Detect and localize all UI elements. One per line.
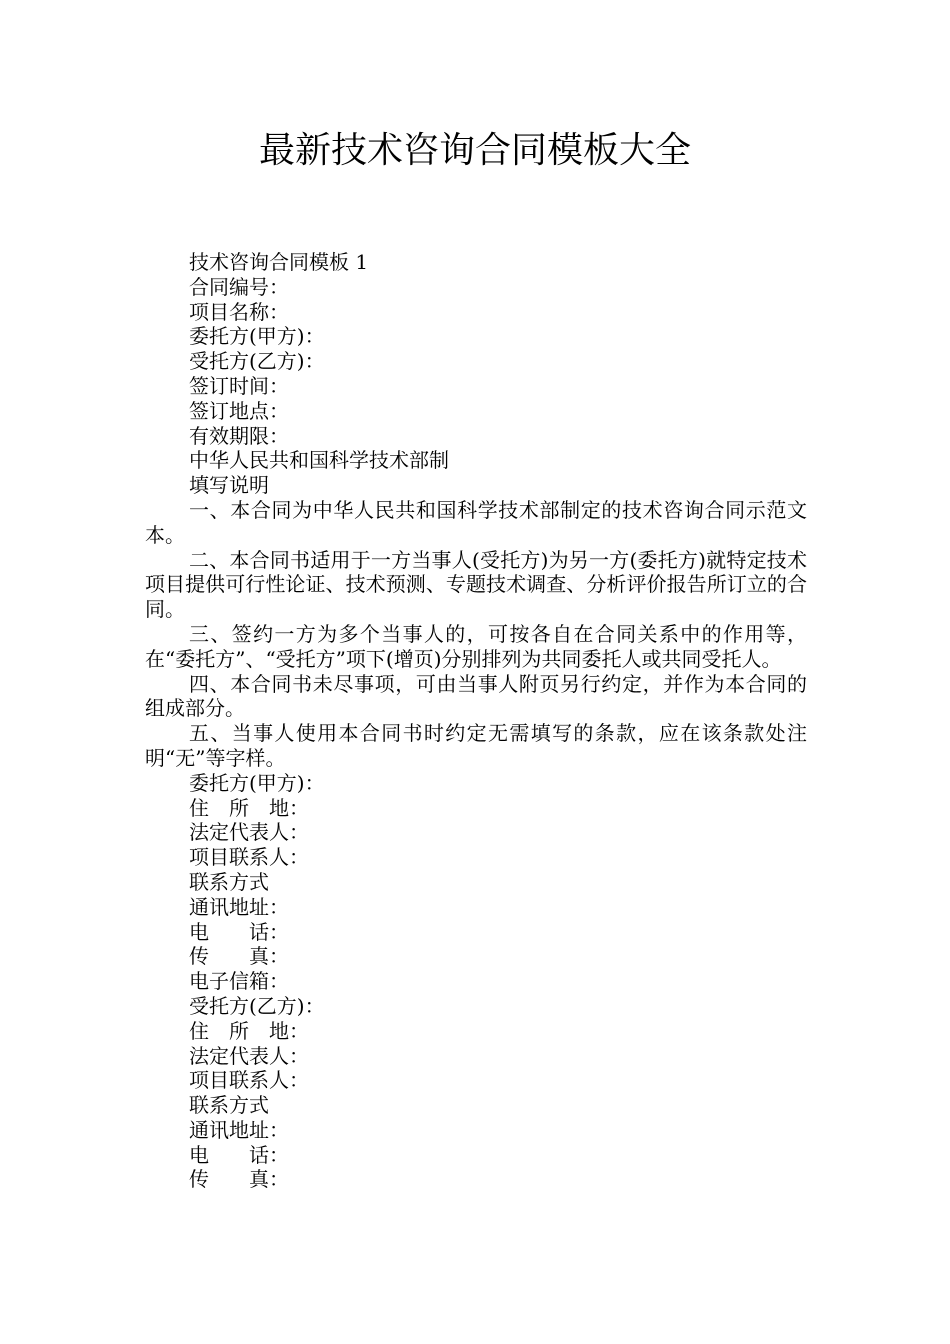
party-a-section	[145, 771, 807, 994]
party-b-section	[145, 994, 807, 1192]
contractor-party-b-field: 受托方(乙方)：	[189, 349, 325, 374]
party-b-address-field: 住 所 地：	[189, 1018, 309, 1043]
instruction-paragraph: 一、本合同为中华人民共和国科学技术部制定的技术咨询合同示范文本。	[145, 497, 807, 547]
instruction-paragraph: 二、本合同书适用于一方当事人(受托方)为另一方(委托方)就特定技术项目提供可行性论证、技术预测、专题技术调查、分析评价报告所订立的合同。	[145, 547, 807, 622]
contract-template-heading: 技术咨询合同模板 1	[189, 250, 369, 274]
party-a-phone-field: 电 话：	[189, 919, 289, 944]
client-party-a-field: 委托方(甲方)：	[189, 324, 325, 349]
signing-time-field: 签订时间：	[189, 373, 289, 398]
party-a-fax-field: 传 真：	[189, 944, 289, 969]
header-section	[145, 250, 807, 498]
project-name-field: 项目名称：	[189, 299, 289, 324]
contract-number-field: 合同编号：	[189, 274, 289, 299]
party-a-email-field: 电子信箱：	[189, 969, 289, 994]
document-body	[145, 250, 807, 1192]
signing-place-field: 签订地点：	[189, 398, 289, 423]
party-b-contact-person-field: 项目联系人：	[189, 1068, 309, 1093]
party-b-contact-method-label: 联系方式	[189, 1093, 269, 1118]
instruction-paragraph: 四、本合同书未尽事项，可由当事人附页另行约定，并作为本合同的组成部分。	[145, 671, 807, 721]
issuer-line: 中华人民共和国科学技术部制	[189, 448, 449, 473]
instructions-section	[145, 498, 807, 771]
party-a-mailing-address-field: 通讯地址：	[189, 894, 289, 919]
party-b-mailing-address-field: 通讯地址：	[189, 1117, 289, 1142]
instruction-paragraph: 五、当事人使用本合同书时约定无需填写的条款，应在该条款处注明“无”等字样。	[145, 721, 807, 770]
party-b-fax-field: 传 真：	[189, 1167, 289, 1192]
party-b-phone-field: 电 话：	[189, 1142, 289, 1167]
document-title: 最新技术咨询合同模板大全	[258, 130, 691, 171]
validity-period-field: 有效期限：	[189, 423, 289, 448]
party-a-contact-person-field: 项目联系人：	[189, 845, 309, 870]
party-b-heading: 受托方(乙方)：	[189, 993, 325, 1018]
instruction-paragraph: 三、签约一方为多个当事人的，可按各自在合同关系中的作用等，在“委托方”、“受托方”项下(增页)分别排列为共同委托人或共同受托人。	[145, 621, 807, 671]
party-b-legal-rep-field: 法定代表人：	[189, 1043, 309, 1068]
party-a-contact-method-label: 联系方式	[189, 869, 269, 894]
party-a-legal-rep-field: 法定代表人：	[189, 820, 309, 845]
instructions-heading: 填写说明	[189, 473, 269, 498]
party-a-address-field: 住 所 地：	[189, 795, 309, 820]
party-a-heading: 委托方(甲方)：	[189, 770, 325, 795]
